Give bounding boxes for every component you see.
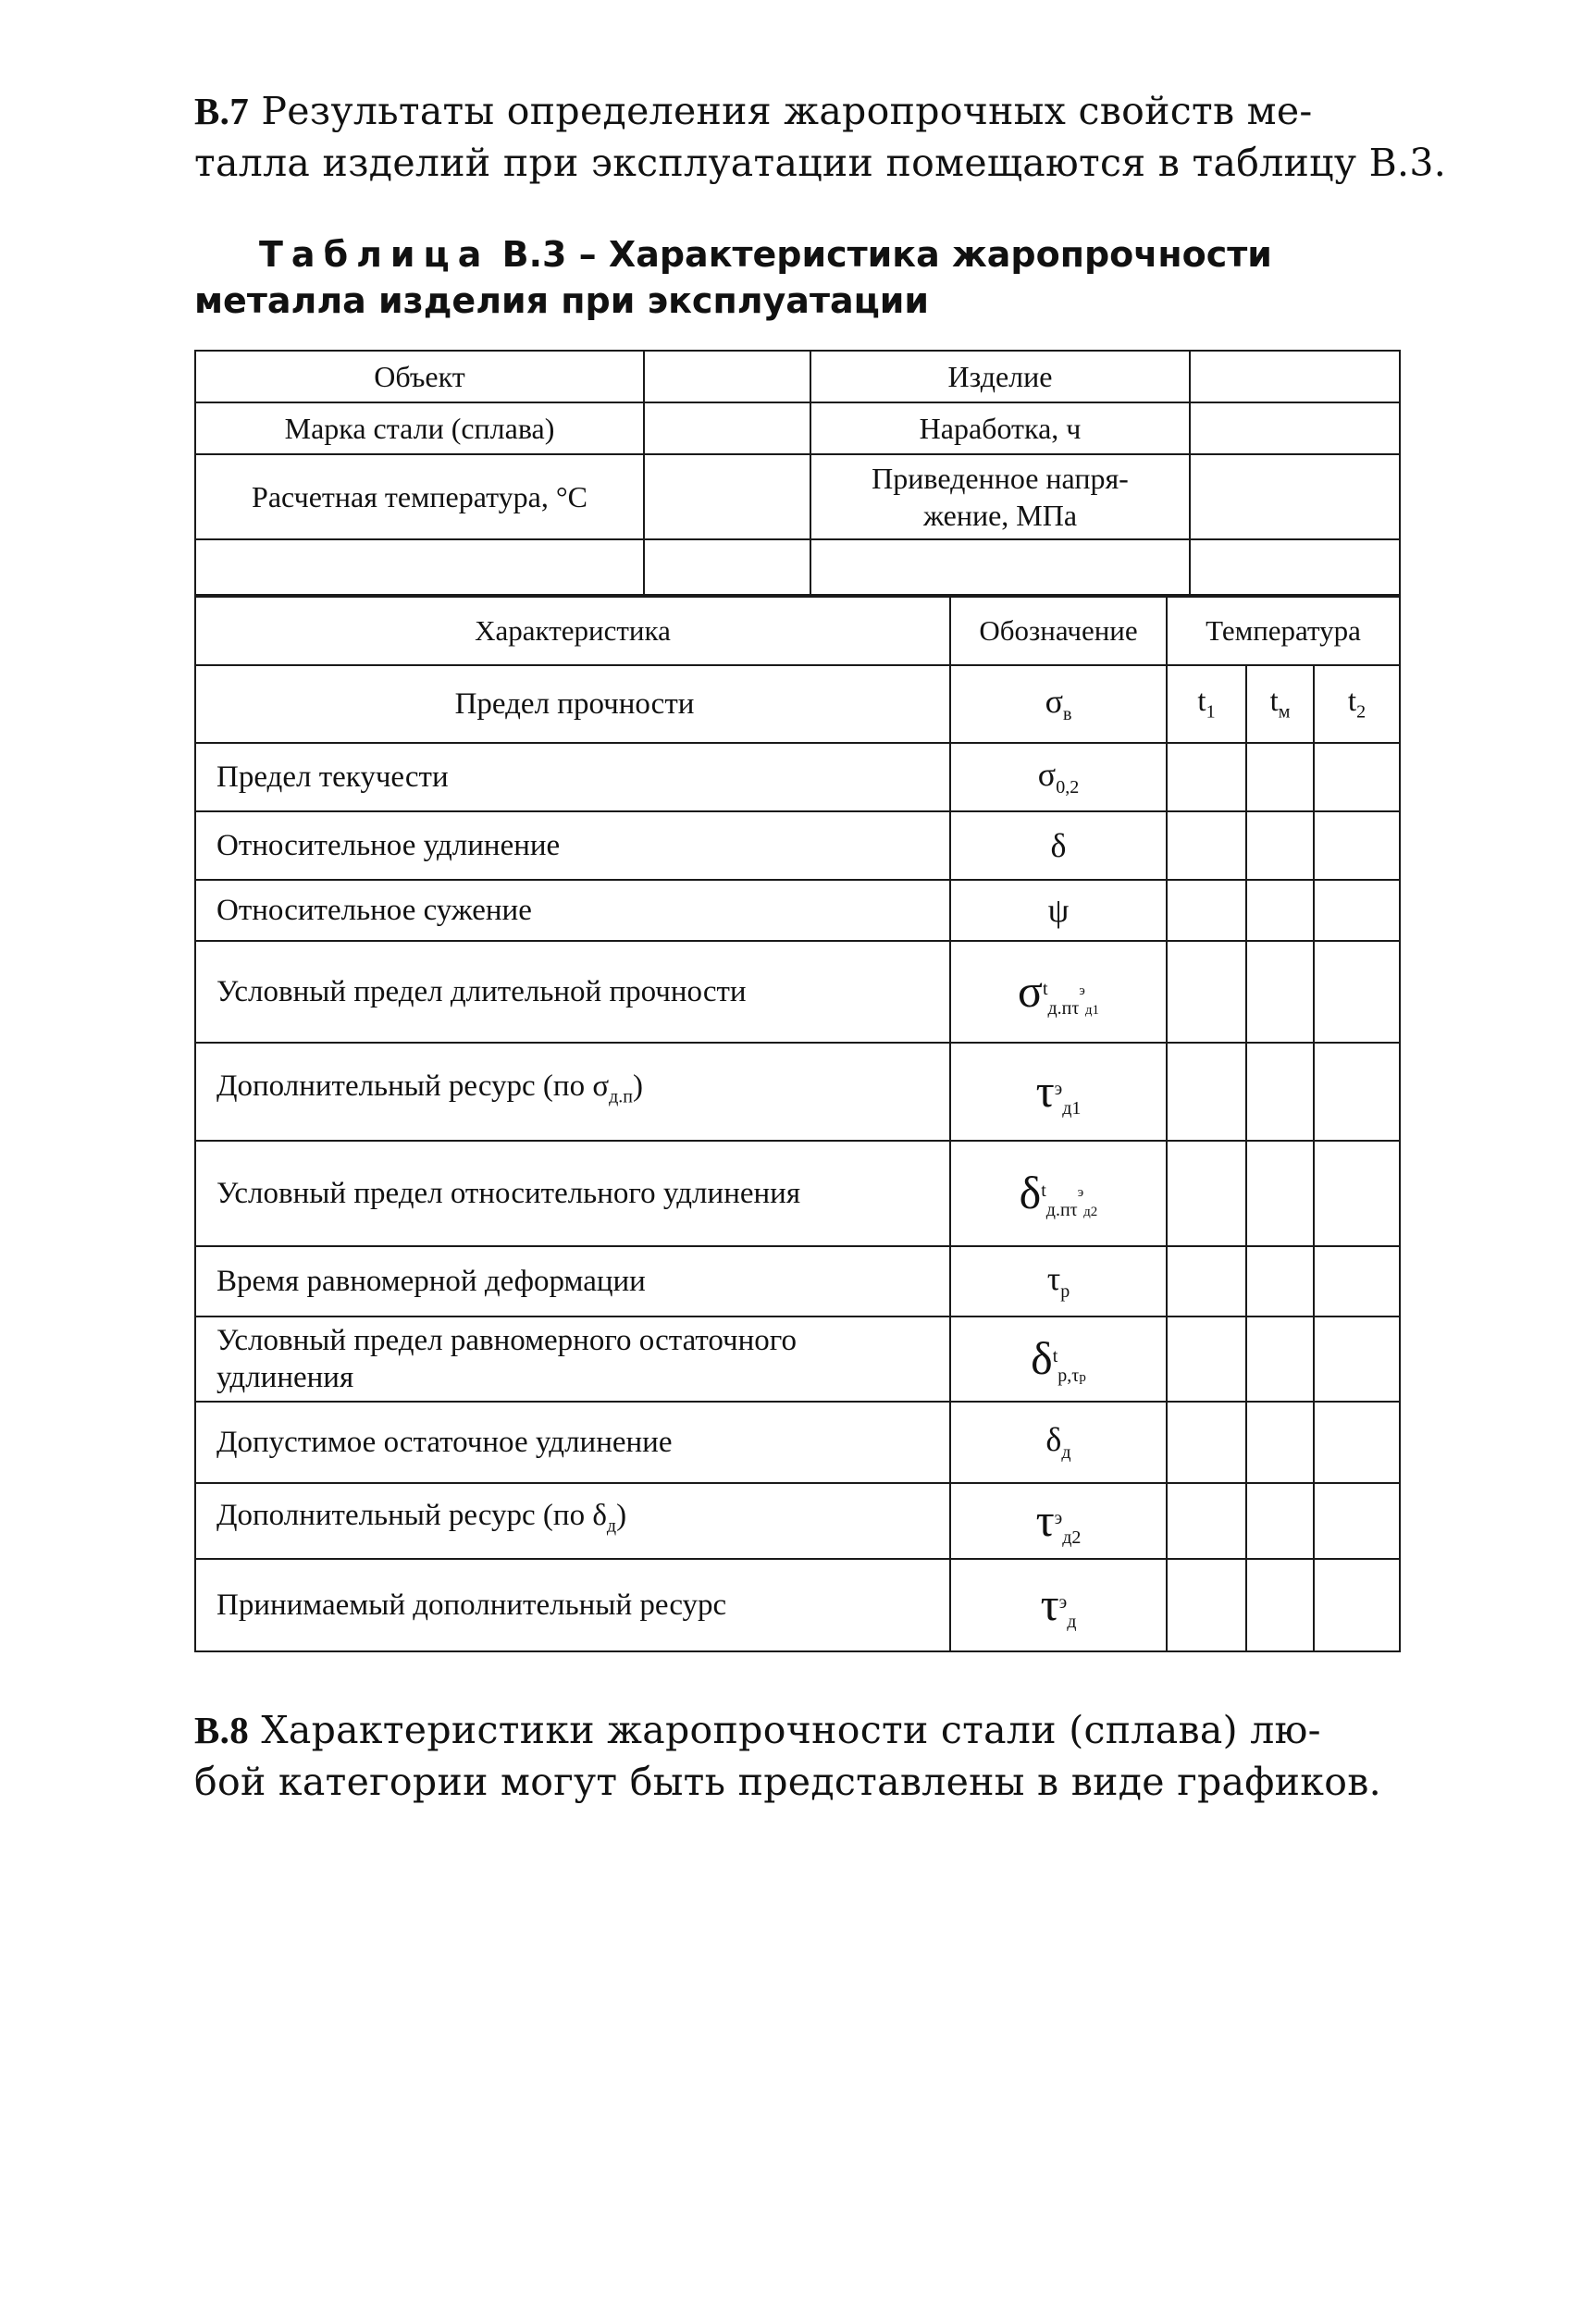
temperature-value-cell	[1246, 1246, 1314, 1317]
symbol-subscript: в	[1062, 704, 1072, 725]
temperature-subscript: м	[1278, 701, 1291, 723]
temperature-value-cell	[1246, 1483, 1314, 1559]
characteristic-name	[195, 1246, 950, 1317]
product-value	[1190, 351, 1400, 402]
characteristic-name-end: )	[616, 1499, 627, 1533]
characteristic-name	[195, 665, 950, 743]
temperature-value-cell	[1314, 941, 1400, 1043]
characteristic-row	[195, 1043, 1400, 1141]
operating-time-value	[1190, 402, 1400, 454]
symbol-subscript-2: д1	[1084, 1003, 1100, 1019]
characteristic-name-text: Предел прочности	[454, 687, 695, 721]
designation-symbol	[950, 1043, 1167, 1141]
header-characteristic: Характеристика	[195, 597, 950, 665]
product-label: Изделие	[810, 351, 1190, 402]
temperature-column-header	[1167, 665, 1246, 743]
characteristic-name	[195, 1559, 950, 1651]
characteristic-name	[195, 1141, 950, 1246]
symbol-base: τ	[1046, 1260, 1061, 1298]
symbol-base: σ	[1037, 756, 1057, 794]
characteristic-name-line2: удлинения	[216, 1361, 354, 1394]
paragraph-b8-text1: Характеристики жаропрочности стали (сплава) лю-	[249, 1708, 1321, 1752]
designation-symbol	[950, 811, 1167, 880]
table-caption	[194, 231, 1397, 324]
characteristic-name	[195, 811, 950, 880]
temperature-value-cell	[1314, 743, 1400, 811]
characteristic-row	[195, 665, 1400, 743]
header-temperature: Температура	[1167, 597, 1400, 665]
temperature-value-cell	[1314, 811, 1400, 880]
temperature-value-cell	[1167, 1402, 1246, 1483]
designation-symbol	[950, 665, 1167, 743]
temperature-value-cell	[1167, 811, 1246, 880]
temperature-value-cell	[1246, 941, 1314, 1043]
temperature-value-cell	[1314, 880, 1400, 941]
characteristic-row	[195, 1317, 1400, 1402]
table-caption-line2: металла изделия при эксплуатации	[194, 280, 930, 321]
reduced-stress-value	[1190, 454, 1400, 539]
characteristic-name	[195, 1043, 950, 1141]
header-designation: Обозначение	[950, 597, 1167, 665]
designation-symbol	[950, 1483, 1167, 1559]
symbol-superscript: э	[1054, 1078, 1063, 1099]
empty-cell	[195, 539, 644, 595]
symbol-base: ψ	[1047, 892, 1070, 929]
temperature-value-cell	[1246, 880, 1314, 941]
paragraph-b7	[194, 85, 1447, 189]
symbol-superscript: э	[1058, 1591, 1068, 1613]
symbol-base: τ	[1040, 1577, 1059, 1630]
symbol-subscript-2: д2	[1083, 1205, 1098, 1220]
symbol-subscript: д.пτ	[1047, 998, 1080, 1020]
characteristic-row	[195, 880, 1400, 941]
symbol-base: σ	[1017, 964, 1043, 1017]
characteristic-name-text: Условный предел относительного удлинения	[216, 1177, 800, 1210]
characteristics-table	[194, 596, 1401, 1652]
symbol-base: δ	[1045, 1421, 1062, 1459]
characteristic-name	[195, 1483, 950, 1559]
temperature-value-cell	[1167, 1483, 1246, 1559]
symbol-subscript: д	[1061, 1442, 1071, 1464]
empty-cell	[644, 539, 810, 595]
temperature-symbol: t	[1197, 685, 1206, 719]
table-caption-line1	[194, 231, 1397, 278]
characteristic-name-subscript: д	[606, 1515, 617, 1537]
temperature-value-cell	[1246, 1402, 1314, 1483]
temperature-column-header	[1314, 665, 1400, 743]
designation-symbol	[950, 941, 1167, 1043]
operating-time-label: Наработка, ч	[810, 402, 1190, 454]
designation-symbol	[950, 1402, 1167, 1483]
temperature-value-cell	[1314, 1043, 1400, 1141]
designation-symbol	[950, 1317, 1167, 1402]
symbol-superscript: t	[1052, 1345, 1058, 1366]
temperature-value-cell	[1314, 1317, 1400, 1402]
empty-cell	[1190, 539, 1400, 595]
characteristics-body	[195, 665, 1400, 1651]
symbol-base: τ	[1035, 1064, 1055, 1117]
symbol-subscript: 0,2	[1056, 777, 1080, 798]
reduced-stress-label	[810, 454, 1190, 539]
header-row-temperature	[195, 454, 1400, 539]
designation-symbol	[950, 1559, 1167, 1651]
symbol-superscript-2: э	[1079, 983, 1085, 998]
header-row-grade	[195, 402, 1400, 454]
characteristic-name	[195, 1402, 950, 1483]
symbol-base: δ	[1050, 827, 1067, 864]
symbol-subscript: д2	[1062, 1527, 1082, 1549]
symbol-superscript: t	[1042, 978, 1048, 999]
empty-cell	[810, 539, 1190, 595]
paragraph-b7-line2: талла изделий при эксплуатации помещаются в таблицу В.3.	[194, 141, 1447, 185]
reduced-stress-line1: Приведенное напря-	[872, 462, 1129, 495]
characteristic-row	[195, 1402, 1400, 1483]
temperature-value-cell	[1246, 1141, 1314, 1246]
temperature-value-cell	[1167, 1317, 1246, 1402]
characteristic-name-subscript: д.п	[609, 1086, 634, 1107]
designation-symbol	[950, 1141, 1167, 1246]
reduced-stress-line2: жение, МПа	[922, 499, 1078, 532]
characteristic-row	[195, 811, 1400, 880]
header-table	[194, 350, 1401, 596]
object-label: Объект	[195, 351, 644, 402]
symbol-subscript: р	[1060, 1281, 1070, 1303]
symbol-superscript: t	[1041, 1180, 1046, 1201]
characteristics-header-row	[195, 597, 1400, 665]
temperature-subscript: 1	[1206, 701, 1216, 723]
design-temp-value	[644, 454, 810, 539]
temperature-value-cell	[1246, 1317, 1314, 1402]
temperature-value-cell	[1314, 1402, 1400, 1483]
symbol-base: δ	[1031, 1331, 1053, 1384]
characteristic-row	[195, 1141, 1400, 1246]
paragraph-b8-line1	[194, 1704, 1397, 1756]
temperature-value-cell	[1246, 1559, 1314, 1651]
characteristic-row	[195, 1483, 1400, 1559]
temperature-value-cell	[1167, 743, 1246, 811]
characteristic-name-text: Предел текучести	[216, 760, 449, 794]
temperature-symbol: t	[1347, 685, 1357, 719]
designation-symbol	[950, 1246, 1167, 1317]
symbol-subscript-2: р	[1079, 1370, 1086, 1386]
temperature-value-cell	[1167, 941, 1246, 1043]
characteristic-name-text: Условный предел равномерного остаточного	[216, 1324, 797, 1357]
temperature-value-cell	[1167, 1246, 1246, 1317]
characteristic-row	[195, 743, 1400, 811]
object-value	[644, 351, 810, 402]
paragraph-b8-number: В.8	[194, 1709, 249, 1751]
symbol-superscript-2: э	[1077, 1184, 1084, 1200]
characteristic-name-text: Принимаемый дополнительный ресурс	[216, 1588, 727, 1622]
temperature-subscript: 2	[1356, 701, 1367, 723]
characteristic-name-text: Дополнительный ресурс (по σ	[216, 1069, 610, 1104]
characteristic-name	[195, 743, 950, 811]
symbol-subscript: д.пτ	[1045, 1200, 1078, 1221]
steel-grade-value	[644, 402, 810, 454]
temperature-symbol: t	[1269, 685, 1279, 719]
table-caption-title: В.3 – Характеристика жаропрочности	[489, 234, 1272, 275]
symbol-base: σ	[1045, 683, 1063, 721]
characteristic-row	[195, 1559, 1400, 1651]
characteristic-name	[195, 880, 950, 941]
characteristic-name-end: )	[633, 1069, 644, 1104]
paragraph-b7-line1	[194, 85, 1397, 137]
header-row-object	[195, 351, 1400, 402]
temperature-value-cell	[1167, 1559, 1246, 1651]
temperature-value-cell	[1314, 1246, 1400, 1317]
header-row-empty	[195, 539, 1400, 595]
temperature-value-cell	[1167, 880, 1246, 941]
paragraph-b8	[194, 1704, 1397, 1808]
temperature-value-cell	[1246, 811, 1314, 880]
temperature-value-cell	[1246, 1043, 1314, 1141]
designation-symbol	[950, 880, 1167, 941]
symbol-base: τ	[1035, 1493, 1055, 1546]
design-temp-label: Расчетная температура, °С	[195, 454, 644, 539]
temperature-value-cell	[1167, 1141, 1246, 1246]
paragraph-b7-text1: Результаты определения жаропрочных свойств ме-	[249, 89, 1313, 133]
characteristic-name-text: Условный предел длительной прочности	[216, 975, 747, 1008]
characteristic-name-text: Относительное сужение	[216, 894, 532, 927]
characteristic-row	[195, 1246, 1400, 1317]
characteristic-name-text: Относительное удлинение	[216, 829, 561, 862]
steel-grade-label: Марка стали (сплава)	[195, 402, 644, 454]
temperature-value-cell	[1314, 1141, 1400, 1246]
symbol-superscript: э	[1054, 1507, 1063, 1528]
designation-symbol	[950, 743, 1167, 811]
temperature-value-cell	[1314, 1483, 1400, 1559]
characteristic-name	[195, 941, 950, 1043]
temperature-column-header	[1246, 665, 1314, 743]
temperature-value-cell	[1167, 1043, 1246, 1141]
symbol-subscript: р,τ	[1057, 1366, 1080, 1387]
characteristic-name-text: Время равномерной деформации	[216, 1265, 646, 1298]
table-caption-prefix: Таблица	[259, 234, 490, 275]
characteristic-row	[195, 941, 1400, 1043]
symbol-base: δ	[1019, 1166, 1042, 1218]
symbol-subscript: д1	[1062, 1098, 1082, 1119]
paragraph-b7-number: В.7	[194, 90, 249, 132]
temperature-value-cell	[1246, 743, 1314, 811]
characteristic-name-text: Дополнительный ресурс (по δ	[216, 1499, 607, 1533]
paragraph-b8-line2: бой категории могут быть представлены в виде графиков.	[194, 1760, 1381, 1804]
symbol-subscript: д	[1067, 1612, 1077, 1633]
temperature-value-cell	[1314, 1559, 1400, 1651]
characteristic-name	[195, 1317, 950, 1402]
characteristic-name-text: Допустимое остаточное удлинение	[216, 1426, 673, 1459]
